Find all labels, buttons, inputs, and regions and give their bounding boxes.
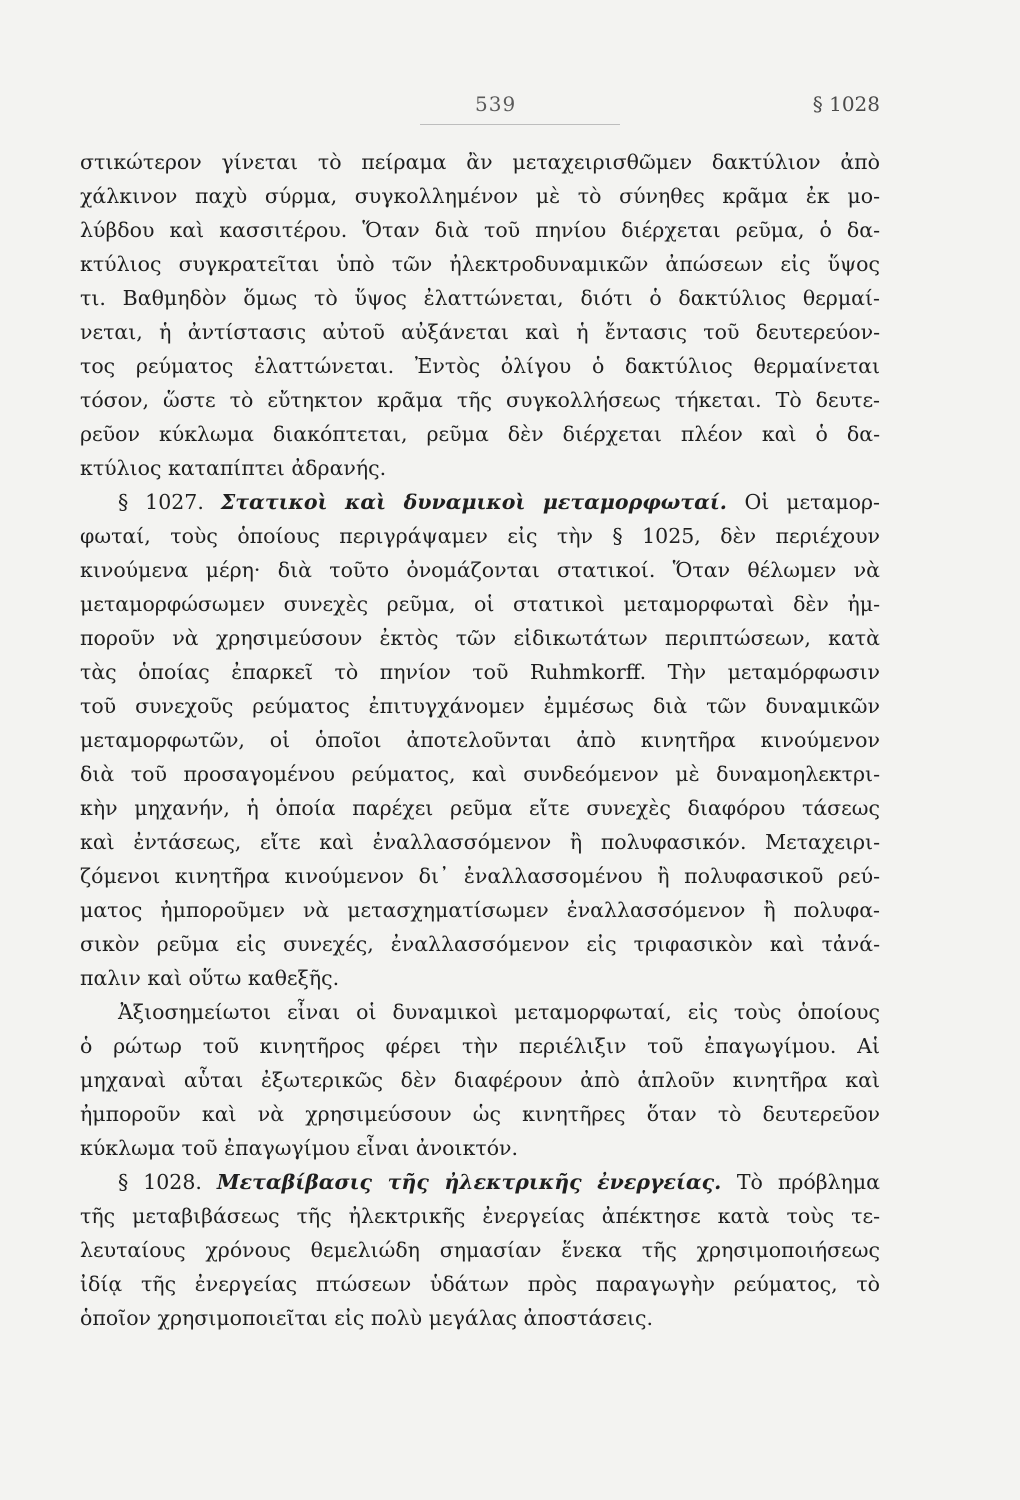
paragraph: [80, 1165, 880, 1335]
text-line: ζόμενοι κινητῆρα κινούμενον δι᾽ ἐναλλασσομένου ἢ πολυφασικοῦ ρεύ-: [80, 864, 880, 888]
text-line: τι. Βαθμηδὸν ὅμως τὸ ὕψος ἐλαττώνεται, διότι ὁ δακτύλιος θερμαί-: [80, 286, 880, 310]
text-line: τόσον, ὥστε τὸ εὔτηκτον κρᾶμα τῆς συγκολλήσεως τήκεται. Τὸ δευτε-: [80, 388, 880, 412]
text-line: τοῦ συνεχοῦς ρεύματος ἐπιτυγχάνομεν ἐμμέσως διὰ τῶν δυναμικῶν: [80, 694, 880, 718]
text-line: κτύλιος καταπίπτει ἀδρανής.: [80, 456, 387, 480]
text-line: μηχαναὶ αὗται ἐξωτερικῶς δὲν διαφέρουν ἀπὸ ἁπλοῦν κινητῆρα καὶ: [80, 1068, 880, 1092]
text-line: κτύλιος συγκρατεῖται ὑπὸ τῶν ἠλεκτροδυναμικῶν ἀπώσεων εἰς ὕψος: [80, 252, 880, 276]
section-first-line-text: Οἱ μεταμορ-: [744, 490, 880, 514]
text-line: τὰς ὁποίας ἐπαρκεῖ τὸ πηνίον τοῦ Ruhmkorff. Τὴν μεταμόρφωσιν: [80, 660, 880, 684]
page-number: 539: [475, 92, 517, 116]
text-line: κινούμενα μέρη· διὰ τοῦτο ὀνομάζονται στατικοί. Ὅταν θέλωμεν νὰ: [80, 558, 880, 582]
text-line: κὴν μηχανήν, ἡ ὁποία παρέχει ρεῦμα εἴτε συνεχὲς διαφόρου τάσεως: [80, 796, 880, 820]
text-line: φωταί, τοὺς ὁποίους περιγράψαμεν εἰς τὴν § 1025, δὲν περιέχουν: [80, 524, 880, 548]
text-line: ρεῦον κύκλωμα διακόπτεται, ρεῦμα δὲν διέρχεται πλέον καὶ ὁ δα-: [80, 422, 880, 446]
body-text: [80, 145, 880, 1335]
text-line: ματος ἠμποροῦμεν νὰ μετασχηματίσωμεν ἐναλλασσόμενον ἢ πολυφα-: [80, 898, 880, 922]
text-line: Ἀξιοσημείωτοι εἶναι οἱ δυναμικοὶ μεταμορφωταί, εἰς τοὺς ὁποίους: [118, 1000, 880, 1024]
text-line: παλιν καὶ οὕτω καθεξῆς.: [80, 966, 340, 990]
page-header: [80, 92, 880, 132]
header-rule: [420, 124, 620, 125]
text-line: ὁ ρώτωρ τοῦ κινητῆρος φέρει τὴν περιέλιξιν τοῦ ἐπαγωγίμου. Αἱ: [80, 1034, 880, 1058]
text-line: μεταμορφώσωμεν συνεχὲς ρεῦμα, οἱ στατικοὶ μεταμορφωταὶ δὲν ἠμ-: [80, 592, 880, 616]
text-line: κύκλωμα τοῦ ἐπαγωγίμου εἶναι ἀνοικτόν.: [80, 1136, 519, 1160]
text-line: λύβδου καὶ κασσιτέρου. Ὅταν διὰ τοῦ πηνίου διέρχεται ρεῦμα, ὁ δα-: [80, 218, 880, 242]
text-line: ποροῦν νὰ χρησιμεύσουν ἐκτὸς τῶν εἰδικωτάτων περιπτώσεων, κατὰ: [80, 626, 880, 650]
section-heading-line: [80, 485, 880, 519]
paragraph: [80, 145, 880, 485]
text-line: στικώτερον γίνεται τὸ πείραμα ἂν μεταχειρισθῶμεν δακτύλιον ἀπὸ: [80, 150, 880, 174]
text-line: διὰ τοῦ προσαγομένου ρεύματος, καὶ συνδεόμενον μὲ δυναμοηλεκτρι-: [80, 762, 880, 786]
text-line: τῆς μεταβιβάσεως τῆς ἠλεκτρικῆς ἐνεργείας ἀπέκτησε κατὰ τοὺς τε-: [80, 1204, 880, 1228]
section-first-line-text: Τὸ πρόβλημα: [736, 1170, 880, 1194]
running-section-ref: § 1028: [812, 92, 880, 116]
paragraph: [80, 485, 880, 995]
text-line: σικὸν ρεῦμα εἰς συνεχές, ἐναλλασσόμενον εἰς τριφασικὸν καὶ τἀνά-: [80, 932, 880, 956]
text-line: μεταμορφωτῶν, οἱ ὁποῖοι ἀποτελοῦνται ἀπὸ κινητῆρα κινούμενον: [80, 728, 880, 752]
text-line: ὁποῖον χρησιμοποιεῖται εἰς πολὺ μεγάλας ἀποστάσεις.: [80, 1306, 654, 1330]
paragraph: [80, 995, 880, 1165]
text-line: ἰδίᾳ τῆς ἐνεργείας πτώσεων ὑδάτων πρὸς παραγωγὴν ρεύματος, τὸ: [80, 1272, 880, 1296]
section-heading-line: [80, 1165, 880, 1199]
text-line: ἠμποροῦν καὶ νὰ χρησιμεύσουν ὡς κινητῆρες ὅταν τὸ δευτερεῦον: [80, 1102, 880, 1126]
section-number: § 1028.: [118, 1170, 217, 1194]
text-line: χάλκινον παχὺ σύρμα, συγκολλημένον μὲ τὸ σύνηθες κρᾶμα ἐκ μο-: [80, 184, 880, 208]
section-number: § 1027.: [118, 490, 221, 514]
text-line: καὶ ἐντάσεως, εἴτε καὶ ἐναλλασσόμενον ἢ πολυφασικόν. Μεταχειρι-: [80, 830, 880, 854]
text-line: λευταίους χρόνους θεμελιώδη σημασίαν ἕνεκα τῆς χρησιμοποιήσεως: [80, 1238, 880, 1262]
text-line: νεται, ἡ ἀντίστασις αὐτοῦ αὐξάνεται καὶ ἡ ἔντασις τοῦ δευτερεύον-: [80, 320, 880, 344]
section-title: Στατικοὶ καὶ δυναμικοὶ μεταμορφωταί.: [220, 490, 745, 514]
section-title: Μεταβίβασις τῆς ἠλεκτρικῆς ἐνεργείας.: [216, 1170, 737, 1194]
text-line: τος ρεύματος ἐλαττώνεται. Ἐντὸς ὀλίγου ὁ δακτύλιος θερμαίνεται: [80, 354, 880, 378]
